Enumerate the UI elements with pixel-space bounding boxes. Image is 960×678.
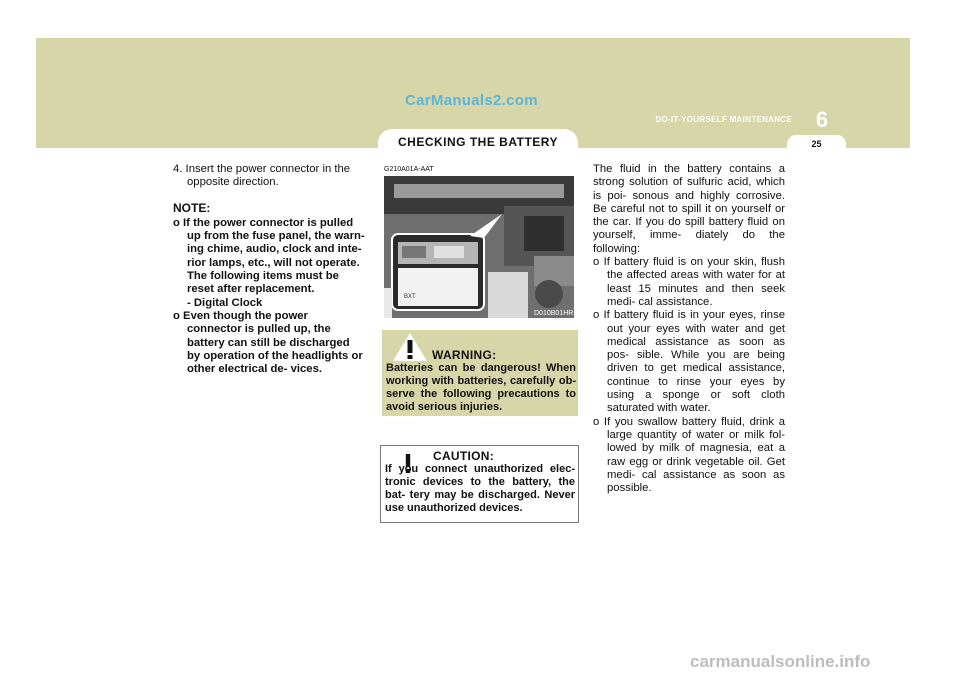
watermark-top[interactable]: CarManuals2.com: [405, 92, 538, 109]
step-4: 4. Insert the power connector in the opposite direction.: [173, 163, 351, 189]
battery-photo-illustration: [384, 176, 574, 318]
fluid-item-swallow: o If you swallow battery fluid, drink a large quantity of water or milk fol- lowed by milk of magnesia, eat a raw egg or drink vegetable oil. Get medi- cal assistance as soon as possible.: [593, 415, 785, 495]
note-item-2: o Even though the power connector is pulled up, the battery can still be discharged by operation of the headlights or other electrical de- vices.: [173, 309, 363, 376]
figure-code: G210A01A-AAT: [384, 166, 434, 173]
figure-image-label: D010B01HR: [534, 310, 574, 317]
battery-photo: [384, 176, 574, 318]
chapter-number: 6: [815, 107, 829, 132]
right-column: [593, 163, 785, 495]
note-heading: NOTE:: [173, 200, 211, 215]
watermark-bottom[interactable]: carmanualsonline.info: [690, 652, 871, 671]
section-title: CHECKING THE BATTERY: [398, 135, 558, 149]
battery-fluid-intro: The fluid in the battery contains a strong solution of sulfuric acid, which is poi- sonous and highly corrosive. Be careful not to spill it on yourself or the car. If you do spill battery fluid on yourself, imme- diately do the following:: [593, 163, 785, 255]
note-list: [173, 217, 365, 377]
battery-label: BXT: [404, 294, 416, 300]
fluid-item-eyes: o If battery fluid is in your eyes, rinse out your eyes with water and get medical assistance as soon as pos- sible. While you are being driven to get medical assistance, continue to rinse your eyes by using a sponge or soft cloth saturated with water.: [593, 309, 785, 415]
caution-title: CAUTION:: [433, 449, 495, 463]
note-item-1-sub: - Digital Clock: [187, 296, 263, 309]
warning-title: WARNING:: [432, 348, 497, 362]
chapter-title: DO-IT-YOURSELF MAINTENANCE: [655, 115, 792, 124]
left-column: [173, 163, 365, 376]
caution-text: If you connect unauthorized elec- tronic devices to the battery, the bat- tery may be discharged. Never use unauthorized devices.: [385, 463, 575, 514]
fluid-item-skin: o If battery fluid is on your skin, flush the affected areas with water for at least 15 minutes and then seek medi- cal assistance.: [593, 256, 785, 308]
page-number: 25: [811, 139, 822, 149]
note-item-1: o If the power connector is pulled up from the fuse panel, the warn- ing chime, audio, clock and inte- rior lamps, etc., will not operate. The following items must be reset after replacement.: [173, 216, 365, 296]
warning-text: Batteries can be dangerous! When working with batteries, carefully ob- serve the following precautions to avoid serious injuries.: [386, 362, 576, 413]
